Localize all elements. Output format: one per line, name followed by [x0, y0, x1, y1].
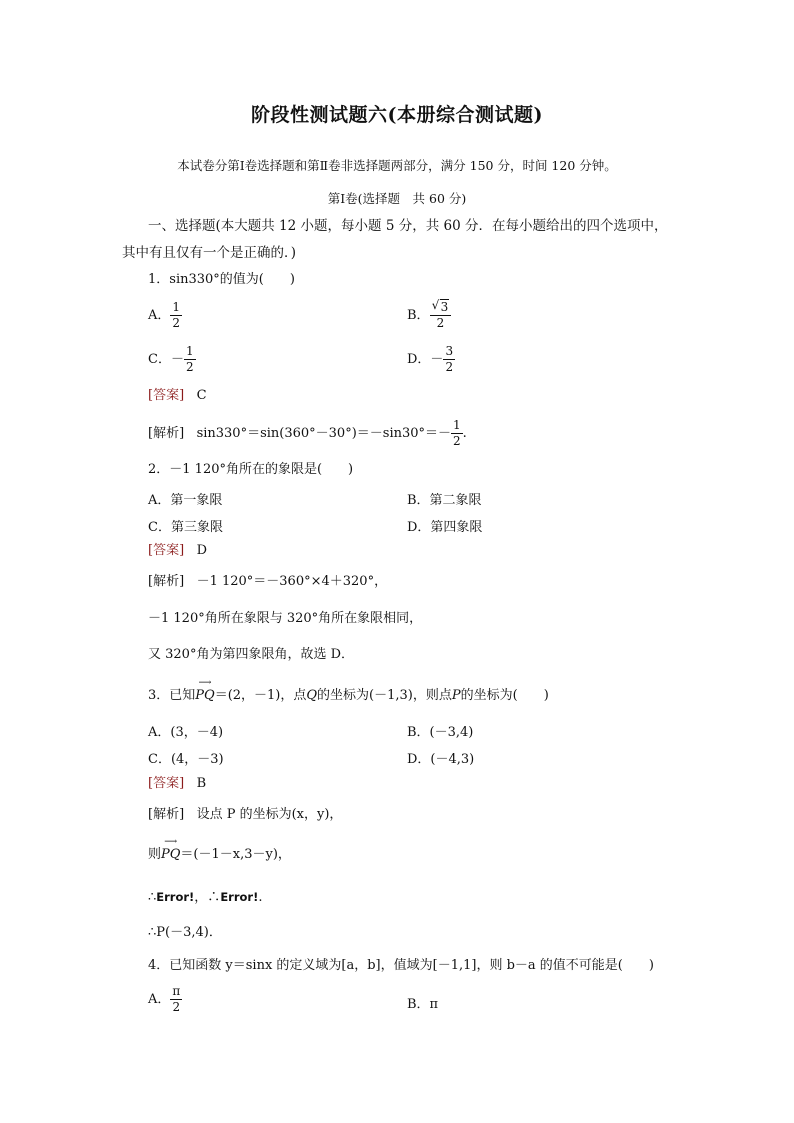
q4-option-a-fraction [170, 984, 182, 1015]
exam-intro: 本试卷分第Ⅰ卷选择题和第Ⅱ卷非选择题两部分，满分 150 分，时间 120 分钟。 [177, 158, 617, 173]
q3-answer-tag: [答案] [148, 776, 185, 791]
q3-option-c: C．(4，－3) [148, 752, 224, 767]
vector-arrow-icon: ⟶ [164, 837, 178, 847]
q1-option-d-fraction [443, 344, 455, 375]
q3-analysis3-b: ，∴ [194, 890, 221, 905]
q1-option-c-denominator: 2 [185, 360, 194, 374]
q3-stem-pre: 3．已知 [148, 688, 196, 703]
q1-option-c [148, 344, 196, 375]
q3-analysis-vector-label: PQ [161, 847, 181, 862]
q3-vector-label: PQ [195, 688, 215, 703]
q1-option-b-fraction [430, 300, 452, 331]
q4-stem: 4．已知函数 y＝sinx 的定义域为[a，b]，值域为[－1,1]，则 b－a 的值不可能是( ) [148, 958, 654, 973]
q1-option-a-numerator: 1 [172, 300, 181, 314]
q4-option-a-denominator: 2 [172, 1000, 181, 1014]
q1-analysis-tag: [解析] [148, 426, 185, 441]
q3-analysis-tag: [解析] [148, 807, 185, 822]
q2-answer [148, 543, 207, 559]
q1-analysis [148, 418, 467, 449]
q2-option-b: B．第二象限 [407, 493, 482, 508]
q3-analysis-line2 [148, 837, 291, 863]
q2-analysis-line3: 又 320°角为第四象限角，故选 D． [148, 647, 355, 662]
q3-option-d: D．(－4,3) [407, 752, 475, 767]
q1-answer-tag: [答案] [148, 388, 185, 403]
q1-option-d [407, 344, 455, 375]
q2-analysis-text1: －1 120°＝－360°×4＋320°， [196, 574, 388, 589]
q3-analysis3-c: . [258, 890, 263, 905]
q1-option-c-fraction [184, 344, 196, 375]
q2-analysis-line2: －1 120°角所在象限与 320°角所在象限相同， [148, 611, 423, 626]
q3-option-a: A．(3，－4) [148, 725, 224, 740]
q4-option-b: B．π [407, 997, 439, 1012]
q1-answer [148, 388, 207, 404]
q1-option-d-numerator: 3 [445, 344, 454, 358]
q1-analysis-numerator: 1 [453, 418, 461, 432]
q3-analysis-line1 [148, 807, 342, 823]
q2-answer-value: D [196, 543, 207, 558]
q1-analysis-denominator: 2 [453, 434, 461, 448]
q2-analysis-tag: [解析] [148, 574, 185, 589]
q1-analysis-text: sin330°＝sin(360°－30°)＝－sin30°＝－ [196, 426, 452, 441]
q1-option-b-numerator: √ 3 [430, 300, 452, 316]
q1-analysis-fraction [451, 418, 463, 449]
q1-option-a-fraction [170, 300, 182, 331]
q2-answer-tag: [答案] [148, 543, 185, 558]
q3-stem-end: 的坐标为( ) [460, 688, 549, 703]
q1-option-d-label: D．－ [407, 352, 444, 367]
q3-analysis2-pre: 则 [148, 847, 162, 862]
vector-arrow-icon: ⟶ [198, 678, 212, 688]
q2-option-c: C．第三象限 [148, 520, 223, 535]
q3-vector-pq [195, 678, 215, 704]
q1-option-c-label: C．－ [148, 352, 184, 367]
q2-stem: 2．－1 120°角所在的象限是( ) [148, 462, 354, 477]
q1-option-a-denominator: 2 [172, 316, 181, 330]
q3-answer [148, 776, 206, 792]
q3-analysis3-error1: Error! [156, 890, 195, 904]
q3-analysis-vector-pq [161, 837, 181, 863]
q3-stem-mid2: 的坐标为(－1,3)，则点 [317, 688, 452, 703]
q1-option-b-label: B． [407, 308, 430, 323]
q3-analysis-text1: 设点 P 的坐标为(x，y)， [196, 807, 343, 822]
page-title: 阶段性测试题六(本册综合测试题) [251, 104, 543, 126]
q2-option-d: D．第四象限 [407, 520, 483, 535]
q3-stem [148, 678, 549, 704]
q3-analysis-line3 [148, 889, 262, 906]
q2-analysis-line1 [148, 574, 387, 590]
q1-stem: 1．sin330°的值为( ) [148, 272, 295, 287]
q1-option-b-denominator: 2 [436, 316, 445, 330]
q3-analysis-line4: ∴P(－3,4)． [148, 925, 222, 940]
q3-analysis2-post: ＝(－1－x,3－y)， [180, 847, 291, 862]
section-instruction-line1: 一、选择题(本大题共 12 小题，每小题 5 分，共 60 分．在每小题给出的四个选项中， [148, 218, 668, 234]
section-instruction-line2: 其中有且仅有一个是正确的．) [122, 245, 297, 261]
q4-option-a [148, 984, 182, 1015]
q2-option-a: A．第一象限 [148, 493, 223, 508]
q3-option-b: B．(－3,4) [407, 725, 474, 740]
q1-option-d-denominator: 2 [445, 360, 454, 374]
q4-option-a-label: A． [148, 992, 171, 1007]
q3-point-q: Q [306, 688, 318, 703]
part-heading: 第Ⅰ卷(选择题 共 60 分) [327, 191, 467, 206]
q1-option-b-radicand: 3 [440, 300, 449, 314]
q3-stem-mid: ＝(2，－1)，点 [214, 688, 307, 703]
q1-option-c-numerator: 1 [185, 344, 194, 358]
q1-option-b [407, 300, 451, 331]
q1-answer-value: C [196, 388, 207, 403]
q3-answer-value: B [196, 776, 207, 791]
q3-analysis3-a: ∴ [148, 890, 157, 905]
q4-option-a-numerator: π [172, 984, 181, 998]
q1-option-a [148, 300, 182, 331]
q3-analysis3-error2: Error! [220, 890, 259, 904]
q1-option-a-label: A． [148, 308, 171, 323]
q1-analysis-end: . [462, 426, 467, 441]
q3-point-p: P [451, 688, 461, 703]
